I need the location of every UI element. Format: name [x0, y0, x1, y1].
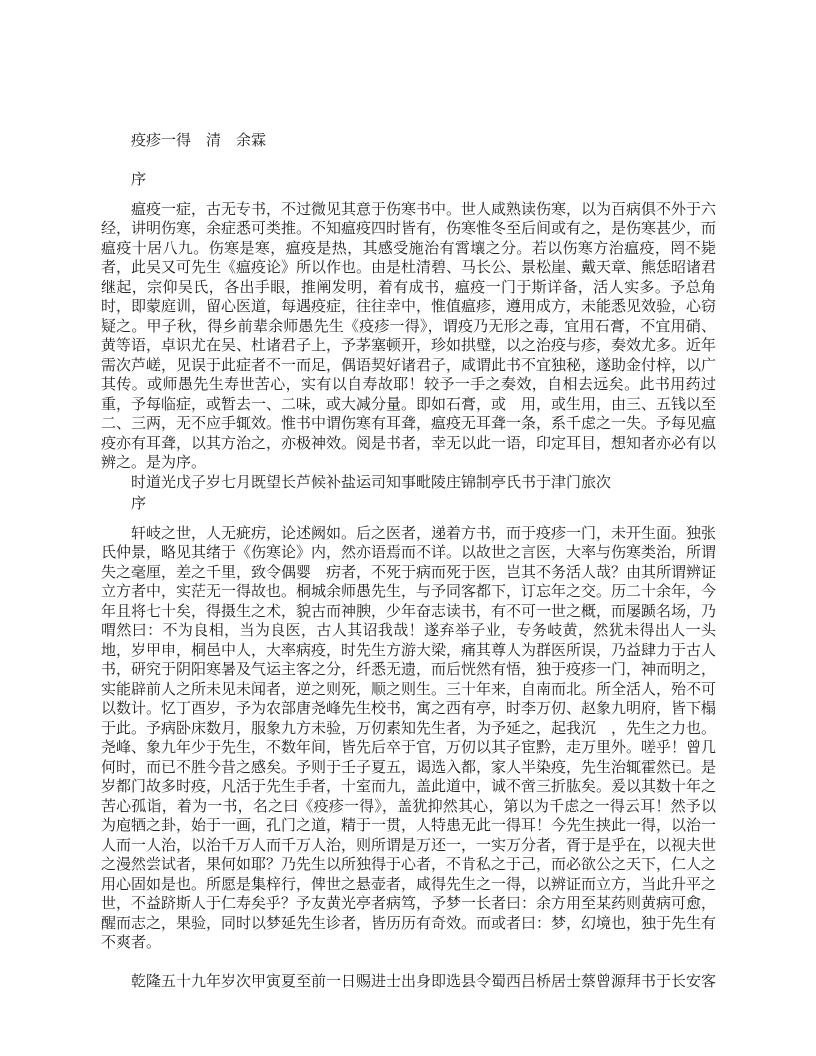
preface-1-colophon: 时道光戊子岁七月既望长芦候补盐运司知事毗陵庄锦制亭氏书于津门旅次 [131, 474, 612, 491]
preface-1-text: 瘟疫一症，古无专书，不过微见其意于伤寒书中。世人咸熟读伤寒，以为百病俱不外于六经，讲明伤寒，余症悉可类推。不知瘟疫四时皆有，伤寒惟冬至后间或有之，是伤寒甚少，而瘟疫十居八九。伤寒是寒，瘟疫是热，其感受施治有霄壤之分。若以伤寒方治瘟疫，罔不毙者，此吴又可先生《瘟疫论》所以作也。由是杜清碧、马长公、景松崖、戴天章、熊恁昭诸君继起，宗仰吴氏，各出手眼，推阐发明，着有成书，瘟疫一门于斯详备，活人实多。予总角时，即蒙庭训，留心医道，每遇疫症，往往幸中，惟值瘟疹，遵用成方，未能悉见效验，心窃疑之。甲子秋，得乡前辈余师愚先生《疫疹一得》，谓疫乃无形之毒，宜用石膏，不宜用硝、黄等语，卓识尤在吴、杜诸君子上，予茅塞顿开，珍如拱璧，以之治疫与疹，奏效尤多。近年需次芦嵯，见误于此症者不一而足，偶语契好诸君子，咸谓此书不宜独秘，遂助金付梓，以广其传。或师愚先生寿世苦心，实有以自寿故耶！较予一手之奏效，自相去远矣。此书用药过重，予每临症，或暂去一、二味，或大减分量。即如石膏，或 用，或生用，由三、五钱以至二、三两，无不应手辄效。惟书中谓伤寒有耳聋，瘟疫无耳聋一条，系千虑之一失。予每见瘟疫亦有耳聋，以其方治之，亦极神效。阅是书者，幸无以此一语，印定耳目，想知者亦必有以辨之。是为序。 [101, 201, 717, 471]
preface-1-heading: 序 [131, 172, 147, 188]
document-body [101, 132, 716, 995]
preface-2-heading: 序 [131, 496, 147, 512]
preface-2-text: 轩岐之世，人无疵疠，论述阙如。后之医者，递着方书，而于疫疹一门，未开生面。独张氏仲景，略见其绪于《伤寒论》内，然亦语焉而不详。以故世之言医，大率与伤寒类治，所谓失之毫厘，差之千里，致令偶婴 疠者，不死于病而死于医，岂其不务活人哉？由其所谓辨证立方者中，实茫无一得故也。桐城余师愚先生，与予同客都下，订忘年之交。历二十余年，今年且将七十矣，得摄生之术，貌古而神腴，少年奋志读书，有不可一世之概，而屡踬名场，乃喟然曰：不为良相，当为良医，古人其诏我哉！遂弃举子业，专务岐黄，然犹未得出人一头地，岁甲申，桐邑中人，大率病疫，时先生方游大梁，痛其尊人为群医所误，乃益肆力于古人书，研究于阴阳寒暑及气运主客之分，纤悉无遗，而后恍然有悟，独于疫疹一门，神而明之，实能辟前人之所未见未闻者，逆之则死，顺之则生。三十年来，自南而北。所全活人，殆不可以数计。忆丁酉岁，予为农部唐尧峰先生校书，寓之西有亭，时李万仞、赵象九明府，皆下榻于此。予病卧床数月，服象九方未验，万仞素知先生者，为予延之，起我沉 ，先生之力也。尧峰、象九年少于先生，不数年间，皆先后卒于官，万仞以其子宦黔，走万里外。嗟乎！曾几何时，而已不胜今昔之感矣。予则于壬子夏五，谒选入都，家人半染疫，先生治辄霍然已。是岁都门故多时疫，凡活于先生手者，十室而九，盖此道中，诚不啻三折肱矣。爰以其数十年之苦心孤诣，着为一书，名之曰《疫疹一得》，盖犹抑然其心，第以为千虑之一得云耳！然予以为庖牺之卦，始于一画，孔门之道，精于一贯，人特患无此一得耳！今先生挟此一得，以治一人而一人治，以治千万人而千万人治，则所谓是万还一，一实万分者，胥于是乎在，以视夫世之漫然尝试者，果何如耶？乃先生以所独得于心者，不肯私之于己，而必欲公之天下，仁人之用心固如是也。所愿是集梓行，俾世之悬壶者，咸得先生之一得，以辨证而立方，当此升平之世，不益跻斯人于仁寿矣乎？予友黄光亭者病笃，予梦一长者曰：余方用至某药则黄病可愈，醒而志之，果验，同时以梦延先生诊者，皆历历有奇效。而或者曰：梦，幻境也，独于先生有不爽者。 [101, 525, 717, 951]
paragraph-gap [101, 954, 716, 974]
book-title: 疫疹一得 清 余霖 [131, 133, 267, 149]
preface-2-colophon: 乾隆五十九年岁次甲寅夏至前一日赐进士出身即选县令蜀西吕桥居士蔡曾源拜书于长安客 [131, 974, 717, 990]
